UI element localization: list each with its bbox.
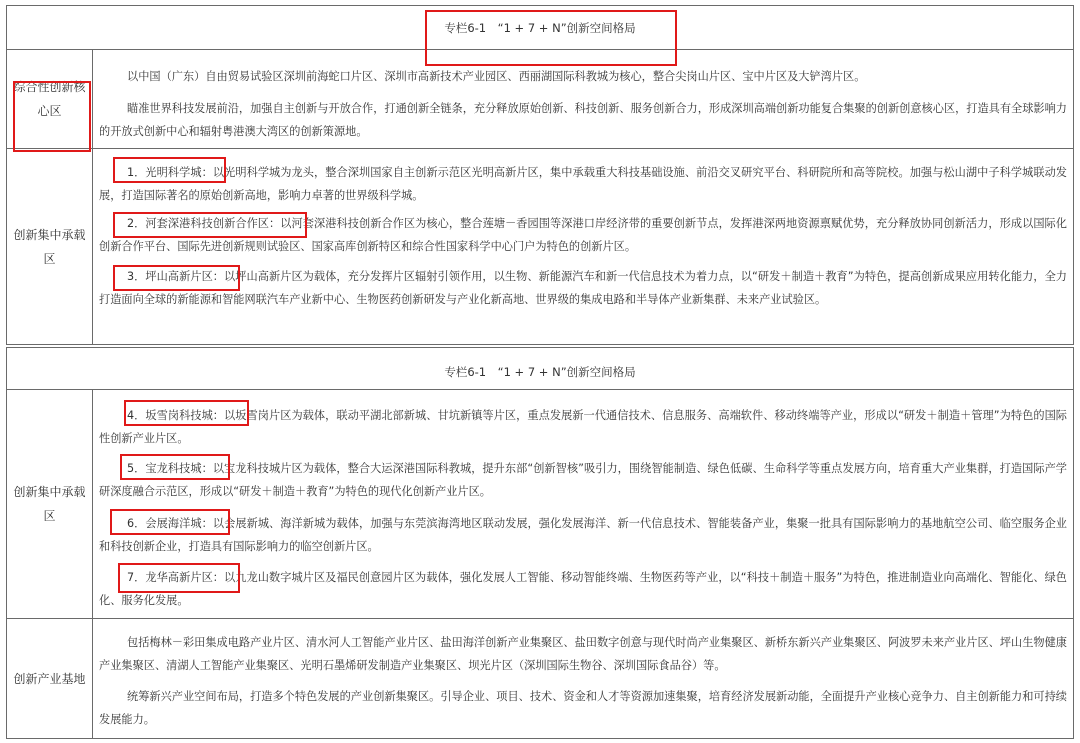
item-guangming-text: 以光明科学城为龙头，整合深圳国家自主创新示范区光明高新片区，集中承载重大科技基础设施、前沿交叉研究平台、科研院所和高等院校。加强与松山湖中子科学城联动发展，打造国际著名的原始创新高地，影响力卓著的世界级科学城。 <box>99 166 1067 202</box>
core-zone-para-2: 瞄准世界科技发展前沿，加强自主创新与开放合作，打通创新全链条，充分释放原始创新、科技创新、服务创新合力，形成深圳高端创新功能复合集聚的创新创意核心区，打造具有全球影响力的开放式创新中心和辐射粤港澳大湾区的创新策源地。 <box>99 102 1067 138</box>
highlight-box-longhua <box>118 563 240 593</box>
highlight-box-hetao <box>113 212 307 238</box>
item-longhua <box>99 566 1067 612</box>
highlight-box-core-label <box>13 81 91 152</box>
concentration-zone-label-1: 创新集中承载区 <box>7 149 93 344</box>
highlight-box-baolong <box>120 454 230 480</box>
item-longhua-text: 以九龙山数字城片区及福民创意园片区为载体，强化发展人工智能、移动智能终端、生物医药等产业，以“科技＋制造＋服务”为特色，推进制造业向高端化、智能化、绿色化、服务化发展。 <box>99 571 1067 607</box>
industry-base-row <box>7 618 1073 738</box>
item-longhua-key: 7．龙华高新片区： <box>127 571 225 584</box>
item-huizhan-key: 6．会展海洋城： <box>127 517 213 530</box>
highlight-box-pingshan <box>113 265 240 291</box>
table-2-title: 专栏6-1 “1 + 7 + N”创新空间格局 <box>444 365 636 379</box>
industry-base-para-2: 统筹新兴产业空间布局，打造多个特色发展的产业创新集聚区。引导企业、项目、技术、资金和人才等资源加速集聚，培育经济发展新动能，全面提升产业核心竞争力、自主创新能力和可持续发展能力。 <box>99 690 1067 726</box>
highlight-box-banxuegang <box>124 400 249 426</box>
highlight-box-huizhan <box>110 509 230 535</box>
item-pingshan <box>99 265 1067 311</box>
highlight-box-title <box>425 10 677 66</box>
item-baolong-key: 5．宝龙科技城： <box>127 462 213 475</box>
table-2-header <box>7 348 1073 390</box>
industry-base-label: 创新产业基地 <box>7 619 93 738</box>
item-hetao-text: 以河套深港科技创新合作区为核心，整合莲塘－香园围等深港口岸经济带的重要创新节点，发挥港深两地资源禀赋优势，充分释放协同创新活力，形成以国际化创新合作平台、国际先进创新规则试验区、国家高库创新特区和综合性国家科学中心门户为特色的创新片区。 <box>99 217 1067 253</box>
item-huizhan-text: 以会展新城、海洋新城为载体，加强与东莞滨海湾地区联动发展，强化发展海洋、新一代信息技术、智能装备产业，集聚一批具有国际影响力的基地航空公司、临空服务企业和科技创新企业，打造具有国际影响力的临空创新片区。 <box>99 517 1067 553</box>
item-huizhan <box>99 512 1067 558</box>
item-hetao-key: 2．河套深港科技创新合作区： <box>127 217 281 230</box>
table-1-title: 专栏6-1 “1 + 7 + N”创新空间格局 <box>444 21 636 35</box>
item-guangming-key: 1．光明科学城： <box>127 166 213 179</box>
item-baolong <box>99 457 1067 503</box>
item-banxuegang-text: 以坂雪岗片区为载体，联动平湖北部新城、甘坑新镇等片区，重点发展新一代通信技术、信息服务、高端软件、移动终端等产业，形成以“研发＋制造＋管理”为特色的国际性创新产业片区。 <box>99 409 1067 445</box>
core-zone-para-1: 以中国（广东）自由贸易试验区深圳前海蛇口片区、深圳市高新技术产业园区、西丽湖国际科教城为核心，整合尖岗山片区、宝中片区及大铲湾片区。 <box>127 70 866 83</box>
item-banxuegang-key: 4．坂雪岗科技城： <box>127 409 225 422</box>
highlight-box-guangming <box>113 157 226 183</box>
item-guangming <box>99 161 1067 207</box>
concentration-zone-label-2: 创新集中承载区 <box>7 390 93 618</box>
industry-base-para-1: 包括梅林－彩田集成电路产业片区、清水河人工智能产业片区、盐田海洋创新产业集聚区、盐田数字创意与现代时尚产业集聚区、新桥东新兴产业集聚区、阿波罗未来产业片区、坪山生物健康产业集聚区、清湖人工智能产业集聚区、光明石墨烯研发制造产业集聚区、坝光片区（深圳国际生物谷、深圳国际食品谷）等。 <box>99 636 1067 672</box>
item-pingshan-text: 以坪山高新片区为载体，充分发挥片区辐射引领作用，以生物、新能源汽车和新一代信息技术为着力点，以“研发＋制造＋教育”为特色，提高创新成果应用转化能力，全力打造面向全球的新能源和智能网联汽车产业新中心、生物医药创新研发与产业化新高地、世界级的集成电路和半导体产业新集群、未来产业试验区。 <box>99 270 1067 306</box>
item-pingshan-key: 3．坪山高新片区： <box>127 270 225 283</box>
item-baolong-text: 以宝龙科技城片区为载体，整合大运深港国际科教城，提升东部“创新智核”吸引力，围绕智能制造、绿色低碳、生命科学等重点发展方向，培育重大产业集群，打造国际产学研深度融合示范区，形成以“研发＋制造＋教育”为特色的现代化创新产业片区。 <box>99 462 1067 498</box>
core-zone-label: 综合性创新核心区 <box>7 50 93 148</box>
